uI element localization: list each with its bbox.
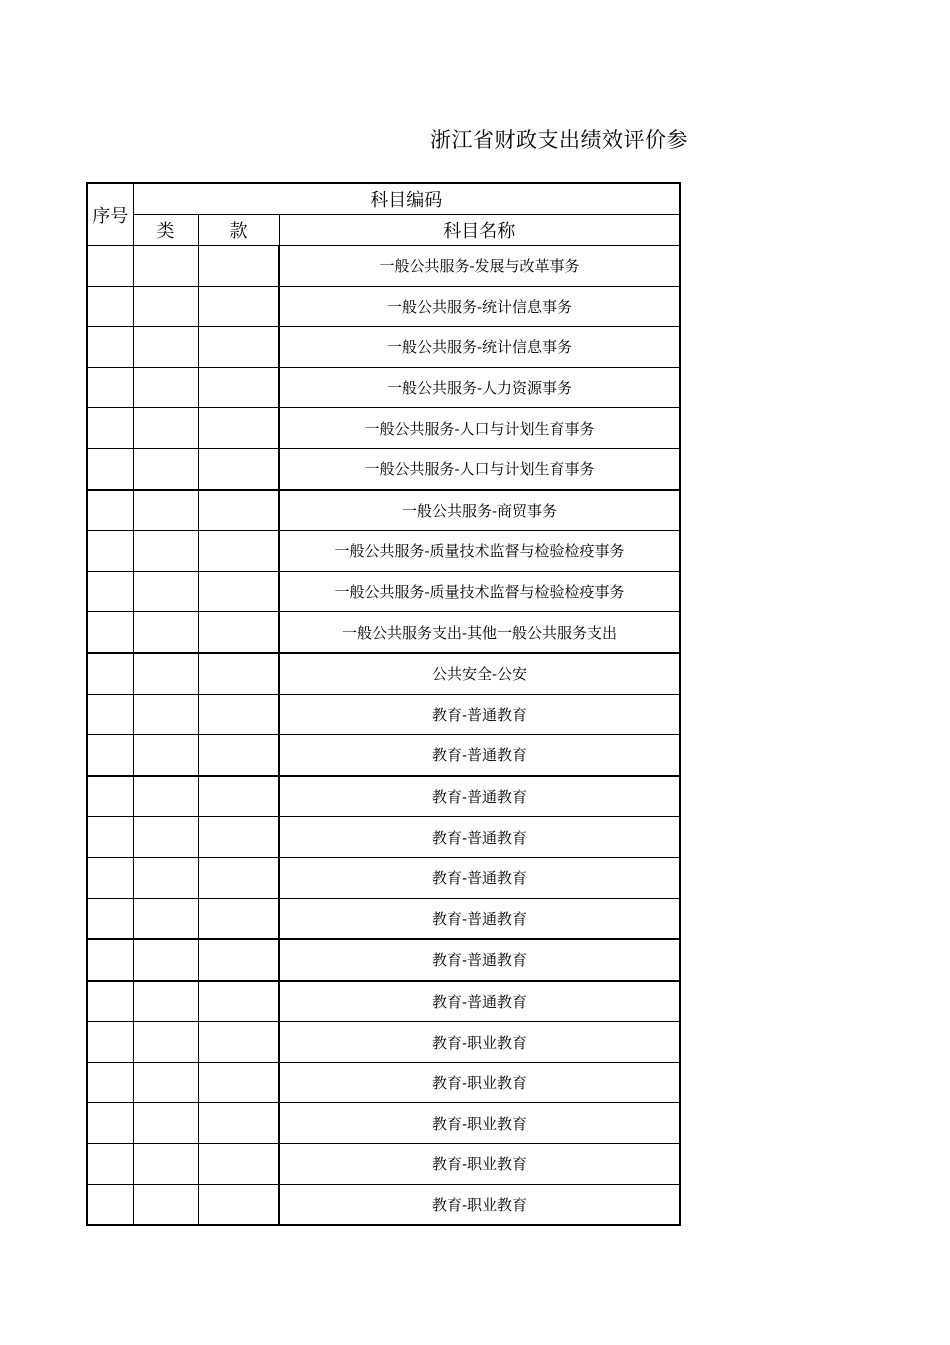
row-section-cell [198,327,279,368]
row-section-cell [198,531,279,572]
row-category-cell [133,694,198,735]
row-section-cell [198,367,279,408]
table-row [87,1184,680,1225]
row-subject-name-cell: 一般公共服务-发展与改革事务 [279,246,680,287]
header-subject-name: 科目名称 [279,215,680,246]
row-subject-name-cell: 教育-普通教育 [279,939,680,981]
row-subject-name-cell: 一般公共服务-统计信息事务 [279,286,680,327]
header-code-group: 科目编码 [133,183,680,215]
table-row [87,327,680,368]
row-seq-cell [87,735,133,776]
row-category-cell [133,817,198,858]
row-category-cell [133,1062,198,1103]
table-row [87,817,680,858]
row-category-cell [133,981,198,1022]
row-seq-cell [87,898,133,939]
row-category-cell [133,246,198,287]
row-section-cell [198,1062,279,1103]
row-section-cell [198,817,279,858]
row-section-cell [198,408,279,449]
table-row [87,1022,680,1063]
row-category-cell [133,1184,198,1225]
row-section-cell [198,1144,279,1185]
row-section-cell [198,246,279,287]
row-section-cell [198,776,279,817]
row-section-cell [198,1022,279,1063]
table-row [87,571,680,612]
row-seq-cell [87,776,133,817]
row-seq-cell [87,490,133,531]
table-row [87,612,680,653]
table-row [87,653,680,694]
row-seq-cell [87,571,133,612]
table-row [87,694,680,735]
table-row [87,1103,680,1144]
header-seq: 序号 [87,183,133,246]
table-row [87,246,680,287]
row-category-cell [133,776,198,817]
row-section-cell [198,571,279,612]
table-row [87,408,680,449]
table-row [87,1144,680,1185]
row-subject-name-cell: 教育-普通教育 [279,694,680,735]
row-subject-name-cell: 教育-普通教育 [279,981,680,1022]
row-category-cell [133,612,198,653]
header-section: 款 [198,215,279,246]
row-subject-name-cell: 教育-职业教育 [279,1144,680,1185]
row-seq-cell [87,1022,133,1063]
row-seq-cell [87,367,133,408]
row-category-cell [133,1103,198,1144]
row-section-cell [198,735,279,776]
row-seq-cell [87,448,133,489]
row-subject-name-cell: 一般公共服务支出-其他一般公共服务支出 [279,612,680,653]
row-subject-name-cell: 教育-普通教育 [279,857,680,898]
row-category-cell [133,531,198,572]
row-category-cell [133,1022,198,1063]
row-seq-cell [87,612,133,653]
row-seq-cell [87,408,133,449]
row-section-cell [198,490,279,531]
row-category-cell [133,939,198,981]
page-title: 浙江省财政支出绩效评价参 [430,128,688,152]
table-row [87,1062,680,1103]
row-section-cell [198,898,279,939]
table-body [87,246,680,1226]
row-seq-cell [87,1103,133,1144]
row-section-cell [198,981,279,1022]
row-category-cell [133,857,198,898]
table-row [87,531,680,572]
table-row [87,448,680,489]
row-seq-cell [87,327,133,368]
row-section-cell [198,612,279,653]
row-category-cell [133,898,198,939]
row-seq-cell [87,817,133,858]
row-category-cell [133,490,198,531]
row-category-cell [133,735,198,776]
row-section-cell [198,694,279,735]
row-seq-cell [87,1062,133,1103]
row-subject-name-cell: 一般公共服务-商贸事务 [279,490,680,531]
row-subject-name-cell: 教育-职业教育 [279,1184,680,1225]
row-seq-cell [87,939,133,981]
table-row [87,981,680,1022]
row-subject-name-cell: 教育-职业教育 [279,1103,680,1144]
row-category-cell [133,286,198,327]
row-category-cell [133,571,198,612]
row-subject-name-cell: 一般公共服务-人口与计划生育事务 [279,448,680,489]
table-row [87,857,680,898]
row-subject-name-cell: 一般公共服务-人口与计划生育事务 [279,408,680,449]
row-seq-cell [87,694,133,735]
row-seq-cell [87,531,133,572]
row-seq-cell [87,857,133,898]
row-category-cell [133,1144,198,1185]
row-section-cell [198,1184,279,1225]
row-subject-name-cell: 教育-普通教育 [279,776,680,817]
row-subject-name-cell: 一般公共服务-质量技术监督与检验检疫事务 [279,531,680,572]
row-subject-name-cell: 教育-普通教育 [279,898,680,939]
row-category-cell [133,448,198,489]
row-seq-cell [87,246,133,287]
table-row [87,735,680,776]
row-category-cell [133,327,198,368]
table-row [87,286,680,327]
row-subject-name-cell: 公共安全-公安 [279,653,680,694]
header-category: 类 [133,215,198,246]
row-seq-cell [87,1184,133,1225]
row-seq-cell [87,286,133,327]
row-section-cell [198,286,279,327]
row-section-cell [198,1103,279,1144]
row-seq-cell [87,981,133,1022]
row-subject-name-cell: 教育-职业教育 [279,1062,680,1103]
row-subject-name-cell: 教育-普通教育 [279,735,680,776]
row-category-cell [133,408,198,449]
row-seq-cell [87,653,133,694]
row-category-cell [133,367,198,408]
row-section-cell [198,939,279,981]
table-row [87,490,680,531]
subject-table [86,182,681,1226]
row-subject-name-cell: 一般公共服务-统计信息事务 [279,327,680,368]
row-section-cell [198,448,279,489]
row-seq-cell [87,1144,133,1185]
row-subject-name-cell: 一般公共服务-质量技术监督与检验检疫事务 [279,571,680,612]
table-row [87,367,680,408]
row-subject-name-cell: 教育-职业教育 [279,1022,680,1063]
row-category-cell [133,653,198,694]
row-section-cell [198,653,279,694]
row-subject-name-cell: 教育-普通教育 [279,817,680,858]
table-row [87,776,680,817]
row-section-cell [198,857,279,898]
row-subject-name-cell: 一般公共服务-人力资源事务 [279,367,680,408]
table-row [87,898,680,939]
table-row [87,939,680,981]
